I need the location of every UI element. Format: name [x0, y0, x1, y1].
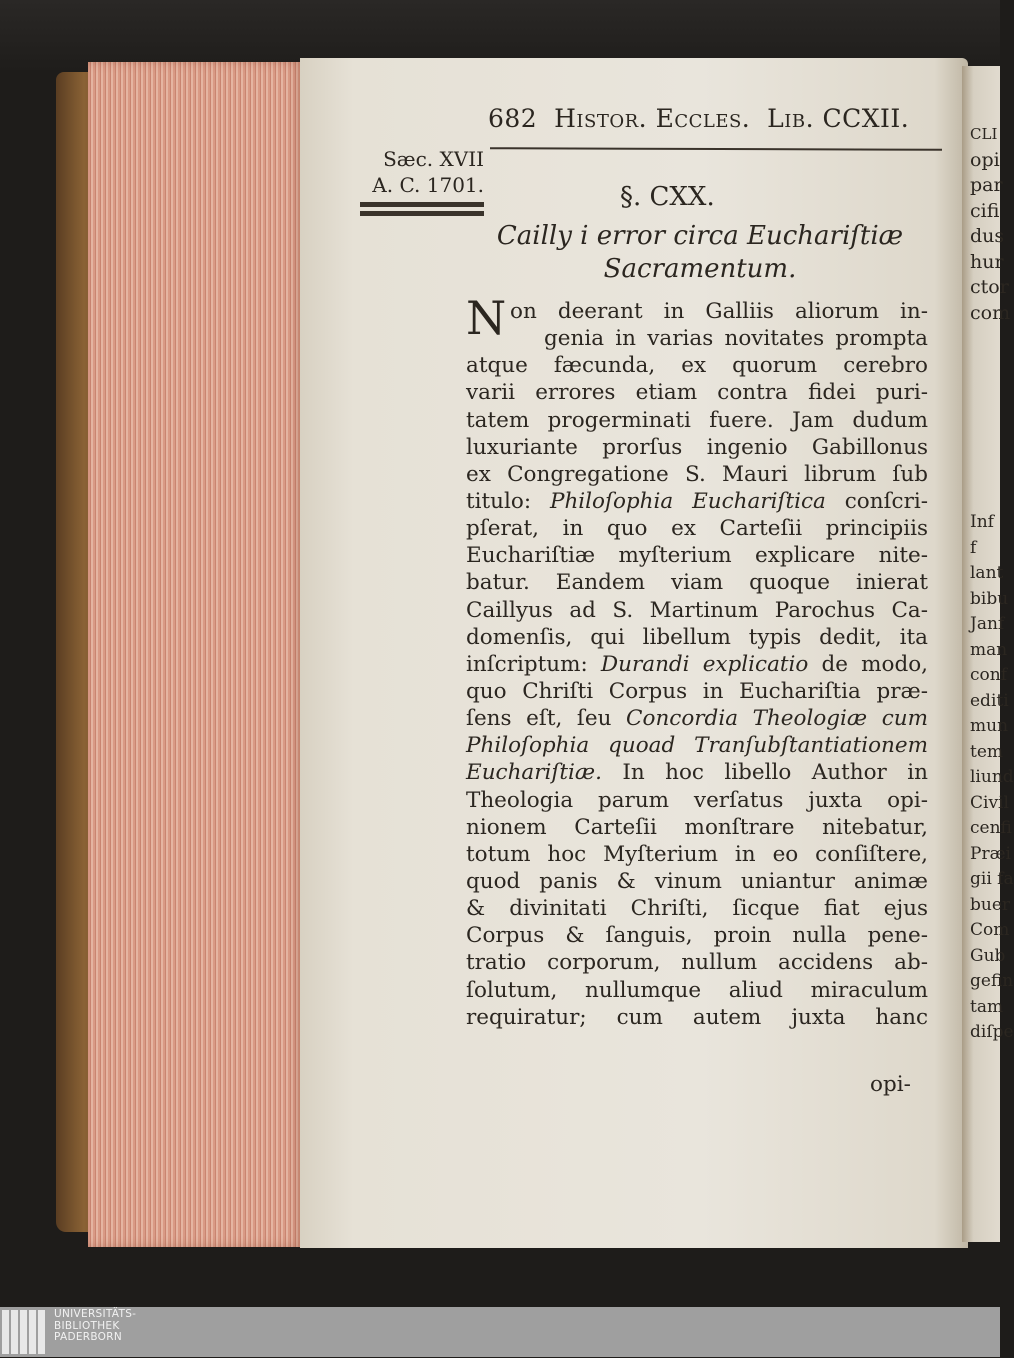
facing-line: Gub [970, 945, 1006, 966]
facing-line: tam [970, 996, 1004, 1017]
text-span: atque fæcunda, ex quorum cerebro [466, 353, 928, 379]
text-span: Theologia parum verſatus juxta opi- [466, 787, 928, 813]
text-line [466, 434, 928, 461]
text-span: varii errores etiam contra fidei puri- [466, 380, 928, 406]
text-span: tratio corporum, nullum accidens ab- [466, 950, 928, 976]
text-line [466, 407, 928, 434]
text-span: ſolutum, nullumque aliud miraculum [466, 977, 928, 1003]
facing-line: buer [970, 894, 1011, 915]
logo-line: UNIVERSITÄTS- [54, 1308, 137, 1320]
text-span: ex Congregatione S. Mauri librum ſub [466, 461, 928, 487]
text-line [466, 569, 928, 596]
text-span: conſcri- [825, 488, 928, 514]
section-title [470, 220, 930, 286]
text-span: luxuriante prorſus ingenio Gabillonus [466, 434, 928, 460]
text-line [466, 922, 928, 949]
text-span: requiratur; cum autem juxta hanc [466, 1004, 928, 1030]
text-span: totum hoc Myſterium in eo conſiſtere, [466, 841, 928, 867]
text-span: pſerat, in quo ex Carteſii principiis [466, 516, 928, 542]
text-line [466, 977, 928, 1004]
facing-line: bibu [970, 588, 1009, 609]
facing-line: Civil [970, 792, 1009, 813]
facing-line: cifi [970, 199, 1000, 222]
marginal-year: A. C. 1701. [372, 173, 484, 197]
text-line [466, 814, 928, 841]
facing-line: man [970, 639, 1008, 660]
facing-line: liund [970, 767, 1014, 787]
text-span: genia in varias novitates prompta [544, 326, 928, 352]
facing-page-text-bottom [970, 510, 1014, 1046]
page-number: 682 [488, 104, 538, 133]
facing-line: hur [970, 250, 1004, 273]
italic-text: Durandi explicatio [600, 651, 809, 677]
section-number: §. CXX. [620, 182, 715, 212]
text-line [466, 352, 928, 379]
text-line [466, 379, 928, 406]
facing-line: Com [970, 920, 1010, 940]
library-logo-icon [2, 1310, 47, 1358]
facing-line: Janf [970, 614, 1005, 634]
italic-text: Philoſophia Euchariſtica [549, 488, 826, 514]
text-span: on deerant in Galliis aliorum in- [510, 299, 928, 324]
text-span: inſcriptum: [466, 651, 601, 677]
text-span: quo Chriſti Corpus in Euchariſtia præ- [466, 678, 928, 704]
text-span: quod panis & vinum uniantur animæ [466, 868, 928, 894]
text-line [466, 515, 928, 542]
text-span: Corpus & ſanguis, proin nulla pene- [466, 923, 928, 949]
italic-text: Euchariſtiæ. [466, 760, 602, 786]
facing-line: editi [970, 690, 1009, 711]
facing-line: conf [970, 665, 1007, 685]
facing-line: f [970, 537, 977, 558]
text-span: nionem Carteſii monſtrare nitebatur, [466, 814, 928, 840]
text-line [466, 678, 928, 705]
facing-line: opi [970, 148, 1000, 171]
text-span: tatem progerminati fuere. Jam dudum [466, 407, 928, 433]
facing-line: Præi [970, 843, 1011, 864]
text-line [466, 542, 928, 569]
drop-cap: N [466, 291, 507, 345]
body-text [466, 298, 928, 1031]
text-line [466, 732, 928, 759]
text-line [466, 705, 928, 732]
facing-line: dus [970, 225, 1005, 247]
text-line [466, 461, 928, 488]
facing-header: CLI [970, 125, 998, 143]
text-span: titulo: [466, 488, 550, 514]
facing-line: par [970, 174, 1003, 196]
text-span: In hoc libello Author in [601, 760, 928, 786]
footer-bar [0, 1307, 1000, 1357]
library-logo-text [54, 1309, 136, 1344]
text-span: Caillyus ad S. Martinum Parochus Ca- [466, 597, 928, 623]
text-line [466, 651, 928, 678]
text-line [466, 1004, 928, 1031]
running-book: Lib. CCXII. [767, 104, 910, 133]
section-title-line: Sacramentum. [603, 254, 797, 284]
page-edges [88, 62, 303, 1247]
facing-line: tem [970, 741, 1004, 762]
facing-line: mun [970, 716, 1009, 736]
text-line [466, 597, 928, 624]
marginal-rule [360, 202, 484, 220]
facing-line: Inf [970, 512, 994, 532]
text-line [466, 624, 928, 651]
text-line [466, 787, 928, 814]
running-title: Histor. Eccles. [554, 104, 751, 133]
text-line [466, 949, 928, 976]
italic-text: Philoſophia quoad Tranſubſtantiationem [466, 733, 928, 759]
facing-line: diſpe [970, 1022, 1014, 1042]
text-span: Euchariſtiæ myſterium explicare nite- [466, 543, 928, 569]
text-span: ſens eſt, ſeu [466, 706, 627, 732]
facing-line: lant [970, 563, 1004, 583]
section-title-line: Cailly i error circa Euchariſtiæ [496, 221, 904, 251]
facing-line: gii fa [970, 869, 1014, 889]
facing-line: ctor [970, 276, 1009, 298]
text-span: de modo, [808, 651, 928, 677]
marginal-century: Sæc. XVII [383, 147, 484, 171]
logo-line: BIBLIOTHEK [54, 1319, 120, 1332]
text-line [466, 868, 928, 895]
text-span: & divinitati Chriſti, ſicque fiat ejus [466, 896, 928, 922]
facing-line: com [970, 301, 1011, 324]
italic-text: Concordia Theologiæ cum [626, 706, 929, 732]
text-line [466, 841, 928, 868]
marginal-note [352, 146, 484, 198]
facing-line: cenfi [970, 818, 1012, 838]
text-line [466, 325, 928, 352]
text-line [466, 488, 928, 515]
catchword: opi- [870, 1072, 911, 1097]
facing-line: gefin [970, 971, 1014, 991]
text-line [466, 895, 928, 922]
text-span: batur. Eandem viam quoque inierat [466, 570, 928, 596]
text-line [466, 298, 928, 325]
facing-page-text-top [970, 122, 1011, 326]
running-head [488, 104, 909, 133]
logo-line: PADERBORN [54, 1331, 122, 1343]
text-span: domenſis, qui libellum typis dedit, ita [466, 624, 928, 650]
text-line [466, 759, 928, 786]
